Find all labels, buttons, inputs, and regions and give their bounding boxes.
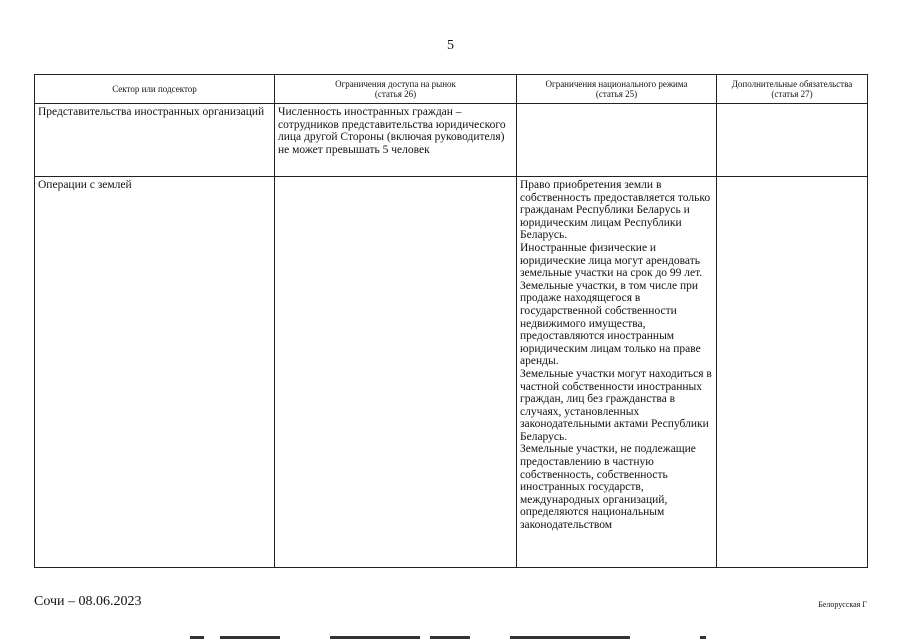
page-number: 5	[447, 38, 454, 53]
header-market-access	[275, 75, 517, 104]
header-additional-article: (статья 27)	[771, 89, 813, 99]
cell-market-access: Численность иностранных граждан – сотрудников представительства юридического лица другой Стороны (включая руководителя) не может превышать 5 человек	[275, 104, 517, 177]
footer-language-mark: Белорусская Г	[818, 600, 867, 609]
table-row	[35, 177, 868, 568]
table-row	[35, 104, 868, 177]
cell-national-treatment	[517, 104, 717, 177]
header-additional-title: Дополнительные обязательства	[731, 79, 853, 89]
cell-sector: Представительства иностранных организаций	[35, 104, 275, 177]
paragraph: Право приобретения земли в собственность предоставляется только гражданам Республики Беларусь и юридическим лицам Республики Беларусь.	[520, 179, 711, 242]
cropped-next-line	[180, 634, 740, 640]
header-national-treatment	[517, 75, 717, 104]
cell-sector: Операции с землей	[35, 177, 275, 568]
header-national-treatment-title: Ограничения национального режима	[545, 79, 688, 89]
header-sector	[35, 75, 275, 104]
footer-place-date: Сочи – 08.06.2023	[34, 594, 142, 609]
header-market-access-article: (статья 26)	[374, 89, 417, 99]
cell-additional	[717, 177, 868, 568]
paragraph: Земельные участки могут находиться в частной собственности иностранных граждан, лиц без гражданства в случаях, установленных законодательными актами Республики Беларусь.	[520, 367, 712, 443]
paragraph: Иностранные физические и юридические лица могут арендовать земельные участки на срок до 99 лет.	[520, 241, 703, 280]
cell-market-access	[275, 177, 517, 568]
commitments-table	[34, 74, 868, 568]
paragraph: Земельные участки, в том числе при продаже находящегося в государственной собственности недвижимого имущества, предоставляются иностранным юридическим лицам только на праве аренды.	[520, 279, 701, 368]
header-additional	[717, 75, 868, 104]
cell-national-treatment	[517, 177, 717, 568]
paragraph: Земельные участки, не подлежащие предоставлению в частную собственность, собственность иностранных государств, международных организаций, определяются национальным законодательством	[520, 443, 696, 532]
header-market-access-title: Ограничения доступа на рынок	[335, 79, 456, 89]
table-header-row	[35, 75, 868, 104]
header-national-treatment-article: (статья 25)	[595, 89, 638, 99]
header-sector-title: Сектор или подсектор	[112, 84, 197, 94]
cell-additional	[717, 104, 868, 177]
